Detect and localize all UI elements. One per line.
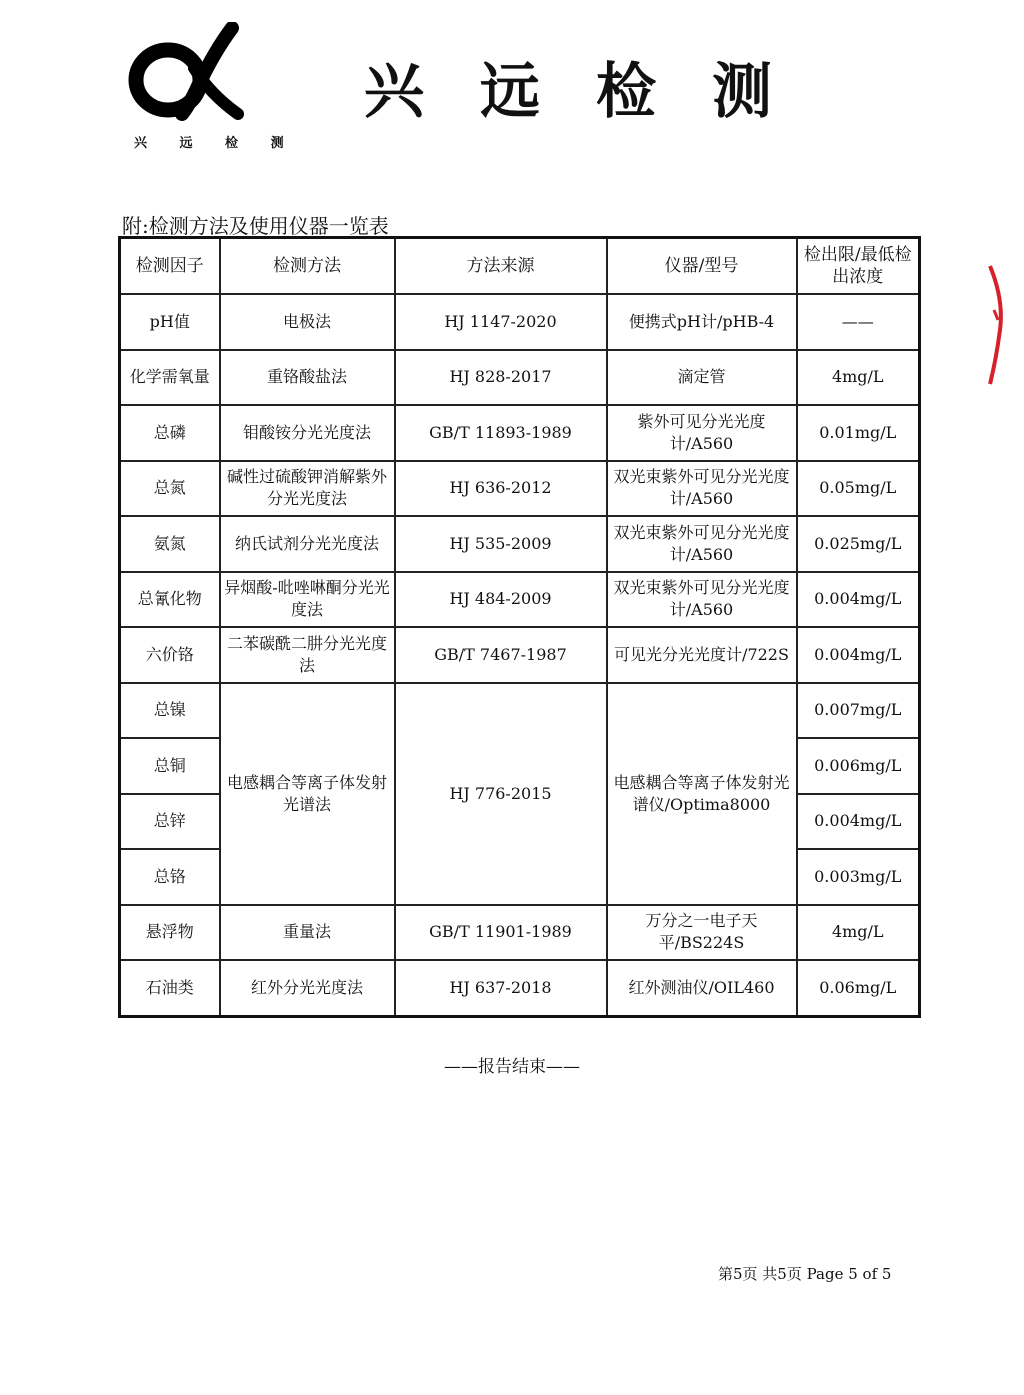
source-cell: GB/T 11893-1989 xyxy=(395,405,607,461)
method-cell: 钼酸铵分光光度法 xyxy=(220,405,395,461)
limit-cell: 0.006mg/L xyxy=(797,738,920,794)
limit-cell: 4mg/L xyxy=(797,905,920,961)
source-cell: HJ 636-2012 xyxy=(395,461,607,517)
factor-cell: 总镍 xyxy=(120,683,220,739)
table-header-row xyxy=(120,238,920,295)
source-cell: HJ 484-2009 xyxy=(395,572,607,628)
factor-cell: 石油类 xyxy=(120,960,220,1016)
limit-cell: —— xyxy=(797,294,920,350)
table-row xyxy=(120,461,920,517)
method-cell: 二苯碳酰二肼分光光度法 xyxy=(220,627,395,683)
limit-cell: 0.05mg/L xyxy=(797,461,920,517)
table-row xyxy=(120,405,920,461)
header-instrument: 仪器/型号 xyxy=(607,238,797,295)
method-cell: 重铬酸盐法 xyxy=(220,350,395,406)
source-cell: HJ 1147-2020 xyxy=(395,294,607,350)
source-cell: HJ 637-2018 xyxy=(395,960,607,1016)
limit-cell: 0.01mg/L xyxy=(797,405,920,461)
group-source-cell: HJ 776-2015 xyxy=(395,683,607,905)
factor-cell: 总氰化物 xyxy=(120,572,220,628)
group-instrument-cell: 电感耦合等离子体发射光谱仪/Optima8000 xyxy=(607,683,797,905)
table-row xyxy=(120,350,920,406)
method-cell: 碱性过硫酸钾消解紫外分光光度法 xyxy=(220,461,395,517)
method-cell: 电极法 xyxy=(220,294,395,350)
limit-cell: 0.025mg/L xyxy=(797,516,920,572)
instrument-cell: 万分之一电子天平/BS224S xyxy=(607,905,797,961)
source-cell: HJ 828-2017 xyxy=(395,350,607,406)
instrument-cell: 可见光分光光度计/722S xyxy=(607,627,797,683)
factor-cell: 悬浮物 xyxy=(120,905,220,961)
instrument-cell: 双光束紫外可见分光光度计/A560 xyxy=(607,516,797,572)
factor-cell: 六价铬 xyxy=(120,627,220,683)
method-cell: 纳氏试剂分光光度法 xyxy=(220,516,395,572)
limit-cell: 0.004mg/L xyxy=(797,572,920,628)
limit-cell: 0.004mg/L xyxy=(797,627,920,683)
company-heading: 兴远检测 xyxy=(364,57,828,127)
group-method-cell: 电感耦合等离子体发射光谱法 xyxy=(220,683,395,905)
header-method: 检测方法 xyxy=(220,238,395,295)
factor-cell: 总铜 xyxy=(120,738,220,794)
limit-cell: 4mg/L xyxy=(797,350,920,406)
header-source: 方法来源 xyxy=(395,238,607,295)
table-row xyxy=(120,516,920,572)
instrument-cell: 紫外可见分光光度计/A560 xyxy=(607,405,797,461)
limit-cell: 0.004mg/L xyxy=(797,794,920,850)
table-row xyxy=(120,627,920,683)
factor-cell: 化学需氧量 xyxy=(120,350,220,406)
logo-text: 兴 远 检 测 xyxy=(134,136,298,151)
table-row xyxy=(120,683,920,739)
instrument-cell: 滴定管 xyxy=(607,350,797,406)
method-cell: 重量法 xyxy=(220,905,395,961)
header-factor: 检测因子 xyxy=(120,238,220,295)
factor-cell: pH值 xyxy=(120,294,220,350)
page-number: 第5页 共5页 Page 5 of 5 xyxy=(718,1265,892,1283)
header-limit: 检出限/最低检出浓度 xyxy=(797,238,920,295)
instrument-cell: 双光束紫外可见分光光度计/A560 xyxy=(607,461,797,517)
limit-cell: 0.003mg/L xyxy=(797,849,920,905)
table-row xyxy=(120,572,920,628)
limit-cell: 0.007mg/L xyxy=(797,683,920,739)
limit-cell: 0.06mg/L xyxy=(797,960,920,1016)
factor-cell: 氨氮 xyxy=(120,516,220,572)
methods-table xyxy=(118,236,921,1018)
table-row xyxy=(120,905,920,961)
company-logo xyxy=(128,22,298,152)
method-cell: 异烟酸-吡唑啉酮分光光度法 xyxy=(220,572,395,628)
factor-cell: 总氮 xyxy=(120,461,220,517)
report-end-mark: ——报告结束—— xyxy=(444,1057,580,1077)
red-stamp-edge-icon xyxy=(984,260,1014,390)
instrument-cell: 双光束紫外可见分光光度计/A560 xyxy=(607,572,797,628)
instrument-cell: 红外测油仪/OIL460 xyxy=(607,960,797,1016)
instrument-cell: 便携式pH计/pHB-4 xyxy=(607,294,797,350)
table-caption: 附:检测方法及使用仪器一览表 xyxy=(122,214,389,238)
factor-cell: 总锌 xyxy=(120,794,220,850)
source-cell: GB/T 7467-1987 xyxy=(395,627,607,683)
factor-cell: 总磷 xyxy=(120,405,220,461)
table-row xyxy=(120,960,920,1016)
source-cell: GB/T 11901-1989 xyxy=(395,905,607,961)
method-cell: 红外分光光度法 xyxy=(220,960,395,1016)
factor-cell: 总铬 xyxy=(120,849,220,905)
source-cell: HJ 535-2009 xyxy=(395,516,607,572)
table-row xyxy=(120,294,920,350)
logo-mark-icon xyxy=(128,22,248,132)
